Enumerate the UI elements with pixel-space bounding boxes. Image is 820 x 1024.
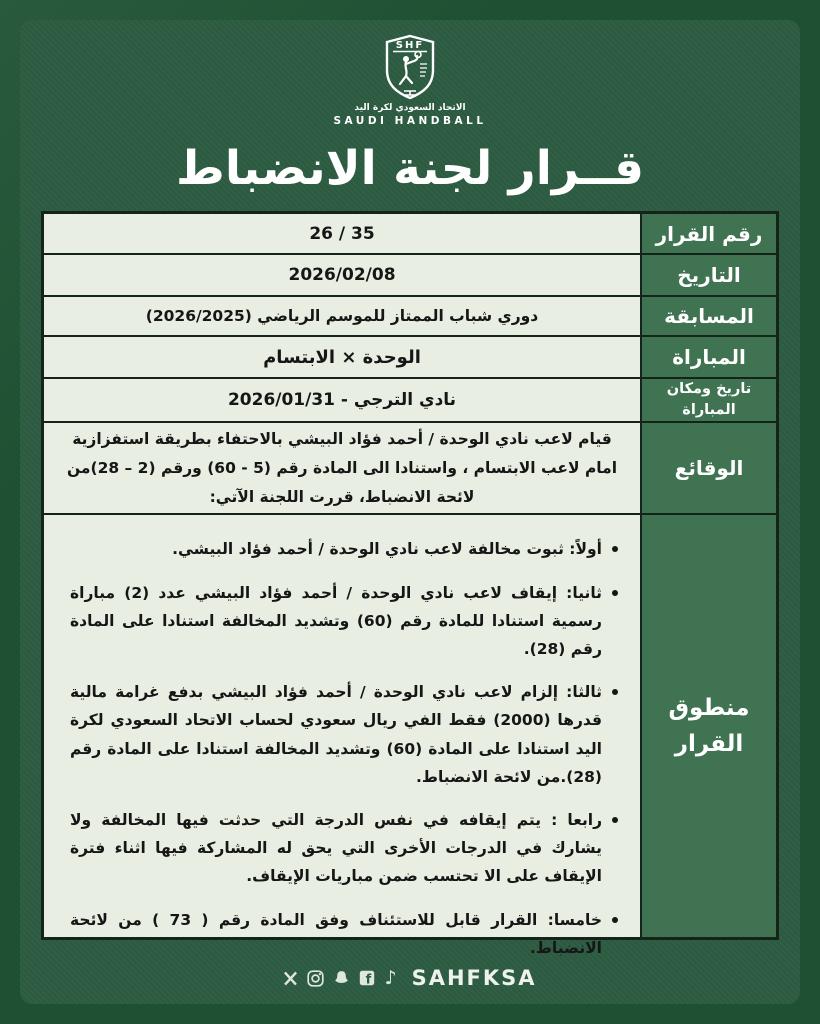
org-name-english: SAUDI HANDBALL xyxy=(333,115,487,127)
bullet-dot-icon xyxy=(612,689,618,695)
decision-table xyxy=(41,211,779,957)
verdict-item-1-text: أولاً: ثبوت مخالفة لاعب نادي الوحدة / أحمد فؤاد البيشي. xyxy=(172,540,602,559)
row-label-verdict: منطوق القرار xyxy=(640,515,776,937)
verdict-item-5 xyxy=(70,906,618,962)
row-label-facts: الوقائع xyxy=(640,423,776,513)
federation-logo xyxy=(333,34,486,127)
table-row-decision-number xyxy=(44,214,776,255)
snapchat-icon[interactable] xyxy=(333,970,350,987)
svg-text:f: f xyxy=(366,972,372,986)
row-value-verdict xyxy=(44,515,640,957)
row-value-competition: دوري شباب الممتاز للموسم الرياضي (2026/2025) xyxy=(44,297,640,335)
row-value-date: 2026/02/08 xyxy=(44,255,640,295)
social-footer xyxy=(283,966,536,990)
row-value-facts: قيام لاعب نادي الوحدة / أحمد فؤاد البيشي بالاحتفاء بطريقة استفزازية امام لاعب الابتسام ، واستنادا الى المادة رقم ⁦(60 - 5)⁩ ورقم ⁦(28 – 2)⁩من لائحة الانضباط، قررت اللجنة الآتي: xyxy=(44,423,640,513)
table-row-facts xyxy=(44,423,776,515)
verdict-item-2-text: ثانيا: إيقاف لاعب نادي الوحدة / أحمد فؤاد البيشي عدد (2) مباراة رسمية استنادا للمادة رقم (60) وتشديد المخالفة استنادا على المادة رقم (28). xyxy=(70,583,602,658)
row-label-competition: المسابقة xyxy=(640,297,776,335)
x-icon[interactable] xyxy=(283,971,298,986)
bullet-dot-icon xyxy=(612,817,618,823)
row-label-match: المباراة xyxy=(640,337,776,377)
page-title: قــرار لجنة الانضباط xyxy=(176,141,644,196)
svg-text:SHF: SHF xyxy=(395,40,425,51)
verdict-item-2 xyxy=(70,579,618,664)
bullet-dot-icon xyxy=(612,917,618,923)
verdict-item-4-text: رابعا : يتم إيقافه في نفس الدرجة التي حدثت فيها المخالفة ولا يشارك في الدرجات الأخرى التي يحق له المشاركة فيها اثناء فترة الإيقاف على الا تحتسب ضمن مباريات الإيقاف. xyxy=(70,811,602,886)
facebook-icon[interactable] xyxy=(359,970,375,986)
table-row-competition xyxy=(44,297,776,337)
row-label-date: التاريخ xyxy=(640,255,776,295)
instagram-icon[interactable] xyxy=(307,970,324,987)
row-label-decision-number: رقم القرار xyxy=(640,214,776,253)
org-name-arabic: الاتحاد السعودي لكرة اليد xyxy=(354,103,466,113)
row-value-match: الوحدة × الابتسام xyxy=(44,337,640,377)
row-value-match-date-place: نادي الترجي - 2026/01/31 xyxy=(44,379,640,421)
social-handle[interactable]: SAHFKSA xyxy=(411,966,537,990)
row-label-match-date-place: تاريخ ومكان المباراة xyxy=(640,379,776,421)
table-row-match xyxy=(44,337,776,379)
table-row-verdict xyxy=(44,515,776,957)
verdict-item-4 xyxy=(70,806,618,891)
verdict-item-5-text: خامسا: القرار قابل للاستئناف وفق المادة رقم ⁦( 73 )⁩ من لائحة الانضباط. xyxy=(70,910,603,957)
bullet-dot-icon xyxy=(612,590,618,596)
document-panel xyxy=(20,20,800,1004)
tiktok-icon[interactable]: ♪ xyxy=(384,966,397,989)
verdict-item-3 xyxy=(70,678,618,791)
verdict-item-1 xyxy=(70,535,618,563)
bullet-dot-icon xyxy=(612,546,618,552)
shield-logo-icon xyxy=(384,34,436,100)
table-row-match-date-place xyxy=(44,379,776,423)
table-row-date xyxy=(44,255,776,297)
verdict-item-3-text: ثالثا: إلزام لاعب نادي الوحدة / أحمد فؤاد البيشي بدفع غرامة مالية قدرها (2000) فقط الفي ريال سعودي لحساب الاتحاد السعودي لكرة اليد استنادا على المادة (60) وتشديد المخالفة استنادا على المادة رقم (28).من لائحة الانضباط. xyxy=(70,683,602,786)
row-value-decision-number: 35 / 26 xyxy=(44,214,640,253)
